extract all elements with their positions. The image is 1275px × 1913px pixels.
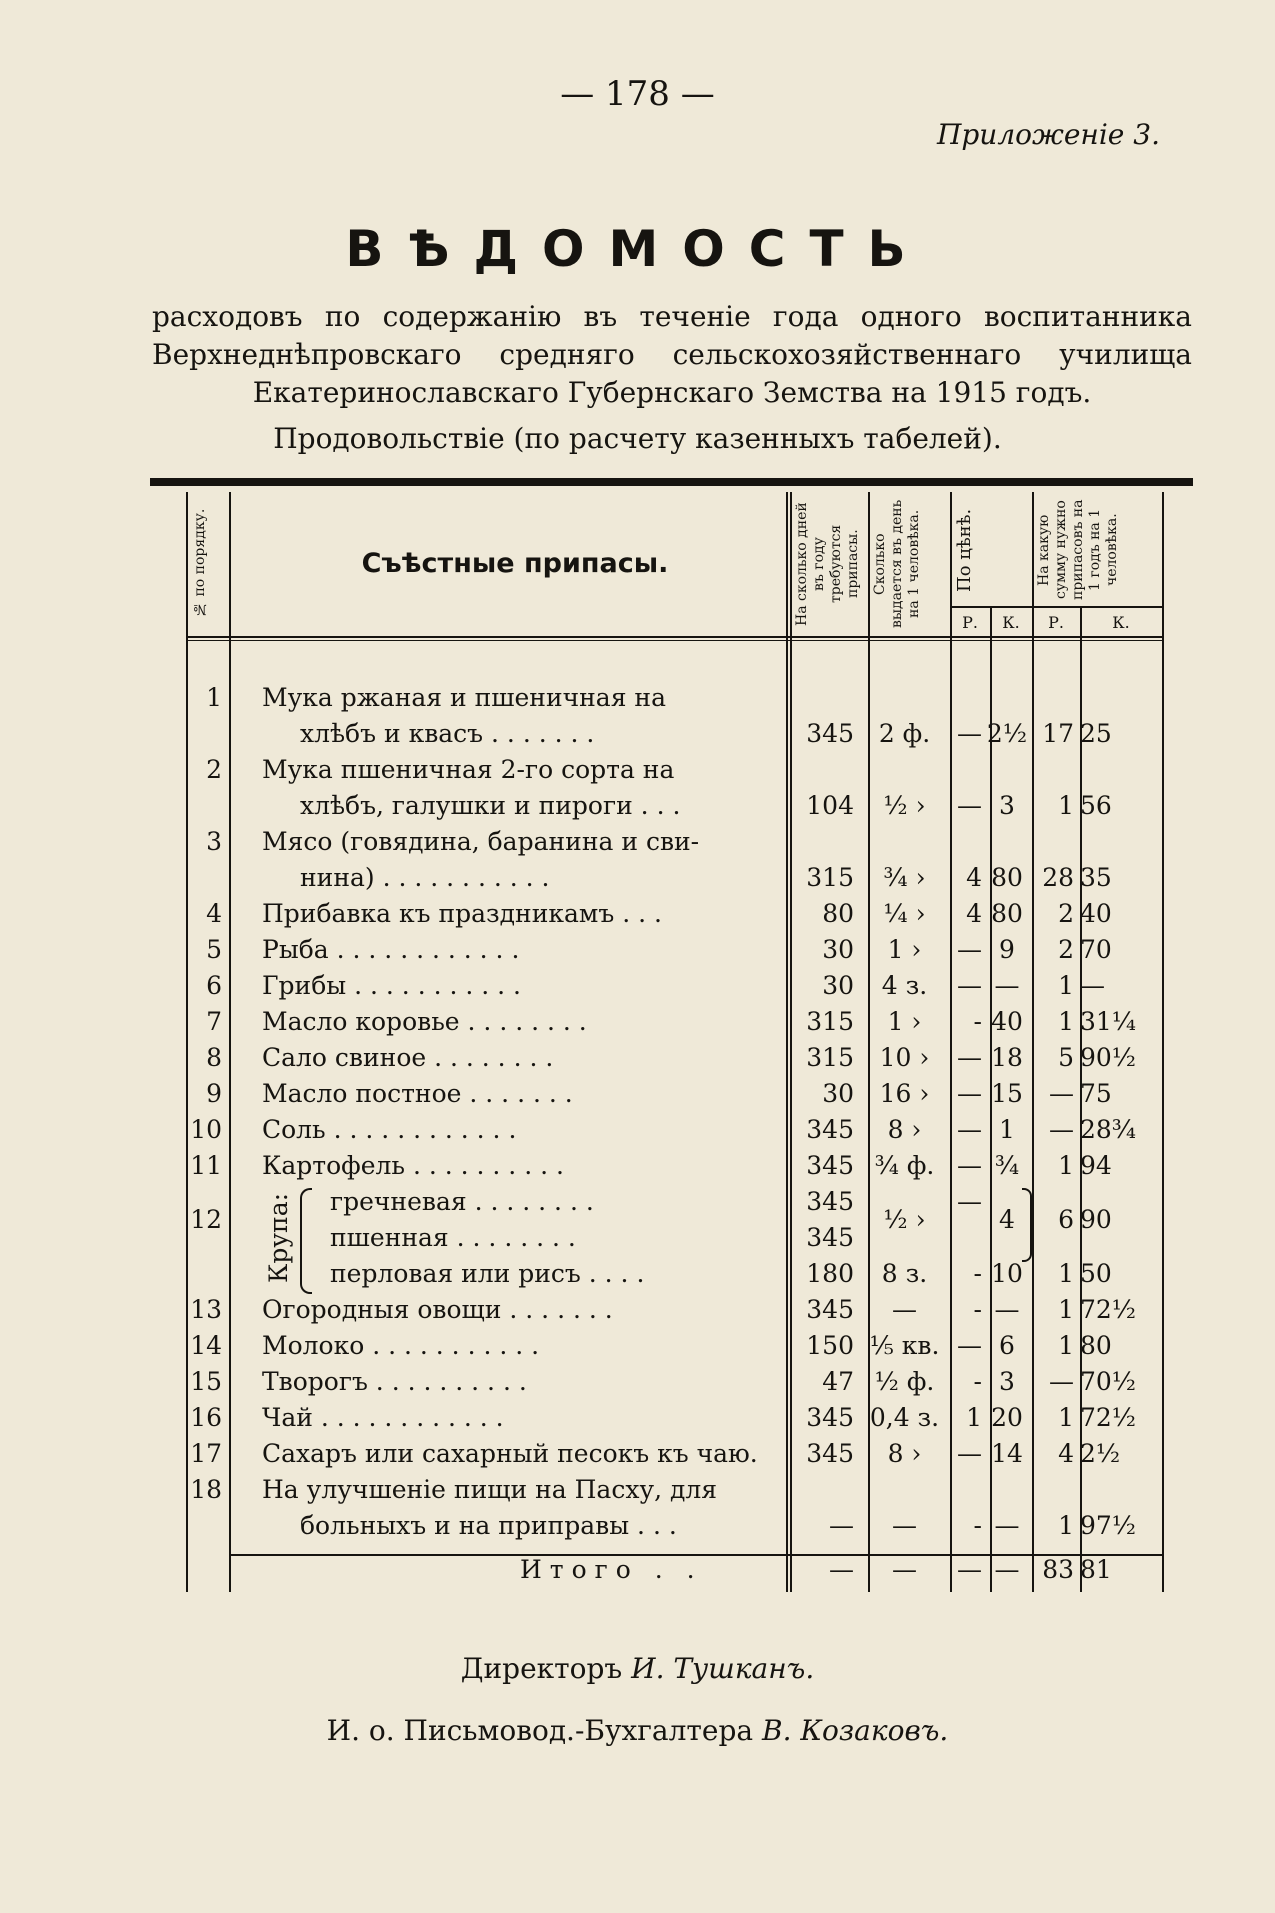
cell-tr: 5 [1058, 1043, 1074, 1072]
cell-ration: ¾ ф. [874, 1151, 935, 1180]
cell-pk: 80 [991, 899, 1023, 928]
cell-tk: 40 [1080, 899, 1112, 928]
clerk-name: В. Козаковъ. [762, 1714, 949, 1747]
cell-name: пшенная . . . . . . . . [330, 1223, 576, 1252]
cell-name: Молоко . . . . . . . . . . . [262, 1331, 540, 1360]
cell-ration: — [892, 1511, 917, 1540]
cell-pk: 2½ [986, 719, 1028, 748]
cell-pk: — [994, 1511, 1020, 1540]
cell-tk: 25 [1080, 719, 1112, 748]
table-row-first-line [150, 680, 1193, 716]
cell-days: 104 [806, 791, 854, 820]
cell-tr: 1 [1058, 1259, 1074, 1288]
page-number: — 178 — [560, 74, 715, 114]
cell-days: 30 [822, 935, 854, 964]
cell-tk: 72½ [1080, 1295, 1137, 1324]
header-ration: Сколько выдается въ день на 1 человѣка. [872, 499, 922, 629]
krupa-label: Крупа: [264, 1192, 293, 1284]
appendix-label: Приложеніе 3. [936, 118, 1160, 151]
table-row [150, 1364, 1193, 1400]
cell-n: 12 [190, 1205, 222, 1234]
cell-tr: 4 [1058, 1439, 1074, 1468]
table-row [150, 716, 1193, 752]
clerk-title: И. о. Письмовод.-Бухгалтера [326, 1714, 754, 1747]
cell-pk: 3 [999, 1367, 1015, 1396]
cell-tk: 94 [1080, 1151, 1112, 1180]
cell-ration: ¾ › [883, 863, 926, 892]
cell-tk: 35 [1080, 863, 1112, 892]
cell-pk: 4 [999, 1205, 1015, 1234]
cell-name: Мясо (говядина, баранина и сви- [262, 827, 700, 856]
cell-days: — [829, 1555, 854, 1584]
cell-days: 315 [806, 1007, 854, 1036]
cell-tr: 83 [1042, 1555, 1074, 1584]
cell-n: 18 [190, 1475, 222, 1504]
unit-sum-kop: К. [1112, 613, 1130, 632]
cell-tr: 1 [1058, 1403, 1074, 1432]
cell-n: 17 [190, 1439, 222, 1468]
cell-ration: ½ ф. [874, 1367, 935, 1396]
krupa-summary-row [150, 1202, 1193, 1238]
cell-pr: — [957, 1079, 982, 1108]
cell-days: 47 [822, 1367, 854, 1396]
unit-price-rub: Р. [962, 613, 978, 632]
director-name: И. Тушканъ. [631, 1652, 815, 1685]
cell-days: 345 [806, 1439, 854, 1468]
cell-pk: 18 [991, 1043, 1023, 1072]
table-row [150, 1112, 1193, 1148]
header-price: По цѣнѣ. [954, 508, 975, 592]
table-body [150, 0, 1193, 1913]
cell-name: перловая или рисъ . . . . [330, 1259, 645, 1288]
cell-ration: 4 з. [881, 971, 928, 1000]
cell-name: Сало свиное . . . . . . . . [262, 1043, 554, 1072]
cell-ration: — [892, 1295, 917, 1324]
table-row [150, 1400, 1193, 1436]
cell-name: Грибы . . . . . . . . . . . [262, 971, 521, 1000]
header-days: На сколько дней въ году требуются припасы. [794, 502, 861, 626]
cell-ration: 1 › [887, 935, 922, 964]
cell-pr: — [957, 1331, 982, 1360]
cell-name: Сахаръ или сахарный песокъ къ чаю. [262, 1439, 758, 1468]
table-row-first-line [150, 824, 1193, 860]
unit-price-kop: К. [1002, 613, 1020, 632]
cell-n: 6 [206, 971, 222, 1000]
cell-pk: 9 [999, 935, 1015, 964]
cell-name: На улучшеніе пищи на Пасху, для [262, 1475, 718, 1504]
cell-days: 180 [806, 1259, 854, 1288]
cell-n: 13 [190, 1295, 222, 1324]
krupa-row [150, 1256, 1193, 1292]
cell-tr: 1 [1058, 971, 1074, 1000]
unit-sum-rub: Р. [1048, 613, 1064, 632]
cell-tk: 75 [1080, 1079, 1112, 1108]
cell-tr: — [1049, 1367, 1074, 1396]
cell-pk: ¾ [994, 1151, 1020, 1180]
cell-pr: 4 [966, 899, 982, 928]
cell-n: 4 [206, 899, 222, 928]
cell-pk: 3 [999, 791, 1015, 820]
cell-ration: 2 ф. [878, 719, 931, 748]
cell-ration: 10 › [879, 1043, 930, 1072]
cell-tk: 28¾ [1080, 1115, 1137, 1144]
cell-tk: 2½ [1080, 1439, 1121, 1468]
cell-ration: 8 › [887, 1115, 922, 1144]
cell-pr: — [957, 1187, 982, 1216]
cell-n: 3 [206, 827, 222, 856]
cell-pk: — [994, 971, 1020, 1000]
cell-n: 8 [206, 1043, 222, 1072]
cell-name: Рыба . . . . . . . . . . . . [262, 935, 520, 964]
document-title: ВѢДОМОСТЬ [345, 220, 930, 278]
cell-days: 345 [806, 1115, 854, 1144]
cell-ration: ¼ › [883, 899, 926, 928]
cell-pr: — [957, 1439, 982, 1468]
cell-name: Творогъ . . . . . . . . . . [262, 1367, 527, 1396]
cell-tk: 90½ [1080, 1043, 1137, 1072]
cell-pr: — [957, 1115, 982, 1144]
cell-days: 315 [806, 863, 854, 892]
cell-n: 10 [190, 1115, 222, 1144]
cell-days: 80 [822, 899, 854, 928]
cell-pr: — [957, 971, 982, 1000]
cell-tk: 81 [1080, 1555, 1112, 1584]
table-row-first-line [150, 752, 1193, 788]
cell-pk: 80 [991, 863, 1023, 892]
cell-pk: 6 [999, 1331, 1015, 1360]
cell-name: Мука пшеничная 2-го сорта на [262, 755, 675, 784]
cell-days: 345 [806, 719, 854, 748]
total-row [150, 1552, 1193, 1588]
document-subtitle: расходовъ по содержанію въ теченіе года одного воспитанника Верхнеднѣпровскаго средняго сельскохозяйственнаго училища Екатеринославскаго Губернскаго Земства на 1915 годъ. [152, 300, 1192, 409]
cell-pr: - [973, 1511, 982, 1540]
cell-name: больныхъ и на приправы . . . [300, 1511, 677, 1540]
director-title: Директоръ [460, 1652, 623, 1685]
cell-tr: 28 [1042, 863, 1074, 892]
cell-pr: - [973, 1295, 982, 1324]
cell-ration: ½ › [883, 1205, 926, 1234]
table-row-first-line [150, 1472, 1193, 1508]
cell-pr: — [957, 935, 982, 964]
cell-pk: 1 [999, 1115, 1015, 1144]
cell-pr: — [957, 791, 982, 820]
cell-n: 11 [190, 1151, 222, 1180]
cell-tr: — [1049, 1079, 1074, 1108]
cell-ration: 1 › [887, 1007, 922, 1036]
cell-pk: 20 [991, 1403, 1023, 1432]
cell-name: гречневая . . . . . . . . [330, 1187, 594, 1216]
cell-tr: 6 [1058, 1205, 1074, 1234]
cell-days: 150 [806, 1331, 854, 1360]
cell-tr: 1 [1058, 1511, 1074, 1540]
cell-ration: 8 › [887, 1439, 922, 1468]
total-label: Итого . . [520, 1555, 703, 1584]
cell-tr: 1 [1058, 1007, 1074, 1036]
cell-pr: - [973, 1007, 982, 1036]
cell-name: Соль . . . . . . . . . . . . [262, 1115, 517, 1144]
cell-pr: - [973, 1259, 982, 1288]
cell-pk: 10 [991, 1259, 1023, 1288]
provision-note: Продовольствіе (по расчету казенныхъ табелей). [273, 422, 1002, 455]
cell-pr: — [957, 1043, 982, 1072]
cell-n: 16 [190, 1403, 222, 1432]
table-row [150, 968, 1193, 1004]
cell-pk: — [994, 1555, 1020, 1584]
table-row [150, 1004, 1193, 1040]
cell-days: — [829, 1511, 854, 1540]
cell-tr: 17 [1042, 719, 1074, 748]
cell-name: Картофель . . . . . . . . . . [262, 1151, 564, 1180]
cell-tk: 90 [1080, 1205, 1112, 1234]
table-row [150, 1148, 1193, 1184]
cell-pk: 15 [991, 1079, 1023, 1108]
cell-tk: 56 [1080, 791, 1112, 820]
cell-pr: — [957, 1555, 982, 1584]
cell-days: 345 [806, 1403, 854, 1432]
table-row [150, 1040, 1193, 1076]
cell-ration: 16 › [879, 1079, 930, 1108]
cell-n: 1 [206, 683, 222, 712]
cell-name: Масло коровье . . . . . . . . [262, 1007, 587, 1036]
cell-tk: 97½ [1080, 1511, 1137, 1540]
cell-ration: — [892, 1555, 917, 1584]
cell-pr: — [957, 1151, 982, 1180]
cell-name: Прибавка къ праздникамъ . . . [262, 899, 662, 928]
table-row [150, 1328, 1193, 1364]
header-item: Съѣстные припасы. [361, 548, 669, 579]
cell-tr: 1 [1058, 1295, 1074, 1324]
cell-days: 345 [806, 1223, 854, 1252]
cell-ration: ½ › [883, 791, 926, 820]
cell-name: хлѣбъ и квасъ . . . . . . . [300, 719, 595, 748]
table-row [150, 1508, 1193, 1544]
cell-tk: 70 [1080, 935, 1112, 964]
table-row [150, 788, 1193, 824]
cell-days: 30 [822, 1079, 854, 1108]
cell-tr: 1 [1058, 791, 1074, 820]
table-row [150, 932, 1193, 968]
cell-tk: 80 [1080, 1331, 1112, 1360]
cell-name: хлѣбъ, галушки и пироги . . . [300, 791, 681, 820]
cell-name: нина) . . . . . . . . . . . [300, 863, 550, 892]
director-signature [0, 1652, 1275, 1685]
cell-n: 15 [190, 1367, 222, 1396]
cell-days: 345 [806, 1295, 854, 1324]
table-row [150, 1292, 1193, 1328]
cell-tk: 72½ [1080, 1403, 1137, 1432]
cell-tk: — [1080, 971, 1105, 1000]
cell-days: 30 [822, 971, 854, 1000]
clerk-signature [0, 1714, 1275, 1747]
table-row [150, 1076, 1193, 1112]
cell-tk: 31¼ [1080, 1007, 1137, 1036]
cell-tr: 1 [1058, 1151, 1074, 1180]
cell-n: 5 [206, 935, 222, 964]
cell-days: 345 [806, 1151, 854, 1180]
cell-tk: 70½ [1080, 1367, 1137, 1396]
table-row [150, 896, 1193, 932]
cell-pr: - [973, 1367, 982, 1396]
header-number: № по порядку. [192, 508, 208, 618]
cell-n: 7 [206, 1007, 222, 1036]
cell-name: Огородныя овощи . . . . . . . [262, 1295, 613, 1324]
cell-pk: 40 [991, 1007, 1023, 1036]
cell-pk: — [994, 1295, 1020, 1324]
cell-tr: — [1049, 1115, 1074, 1144]
cell-tk: 50 [1080, 1259, 1112, 1288]
cell-n: 14 [190, 1331, 222, 1360]
cell-n: 9 [206, 1079, 222, 1108]
table-row [150, 860, 1193, 896]
table-row [150, 1436, 1193, 1472]
cell-pr: — [957, 719, 982, 748]
header-sum: На какую сумму нужно припасовъ на 1 годъ на 1 человѣка. [1036, 499, 1120, 601]
cell-tr: 1 [1058, 1331, 1074, 1360]
cell-name: Масло постное . . . . . . . [262, 1079, 573, 1108]
cell-name: Чай . . . . . . . . . . . . [262, 1403, 504, 1432]
cell-ration: ⅕ кв. [869, 1331, 940, 1360]
cell-n: 2 [206, 755, 222, 784]
cell-name: Мука ржаная и пшеничная на [262, 683, 666, 712]
cell-pr: 4 [966, 863, 982, 892]
cell-days: 315 [806, 1043, 854, 1072]
cell-tr: 2 [1058, 935, 1074, 964]
cell-ration: 0,4 з. [869, 1403, 940, 1432]
cell-pr: 1 [966, 1403, 982, 1432]
cell-days: 345 [806, 1187, 854, 1216]
cell-tr: 2 [1058, 899, 1074, 928]
cell-ration: 8 з. [881, 1259, 928, 1288]
cell-pk: 14 [991, 1439, 1023, 1468]
